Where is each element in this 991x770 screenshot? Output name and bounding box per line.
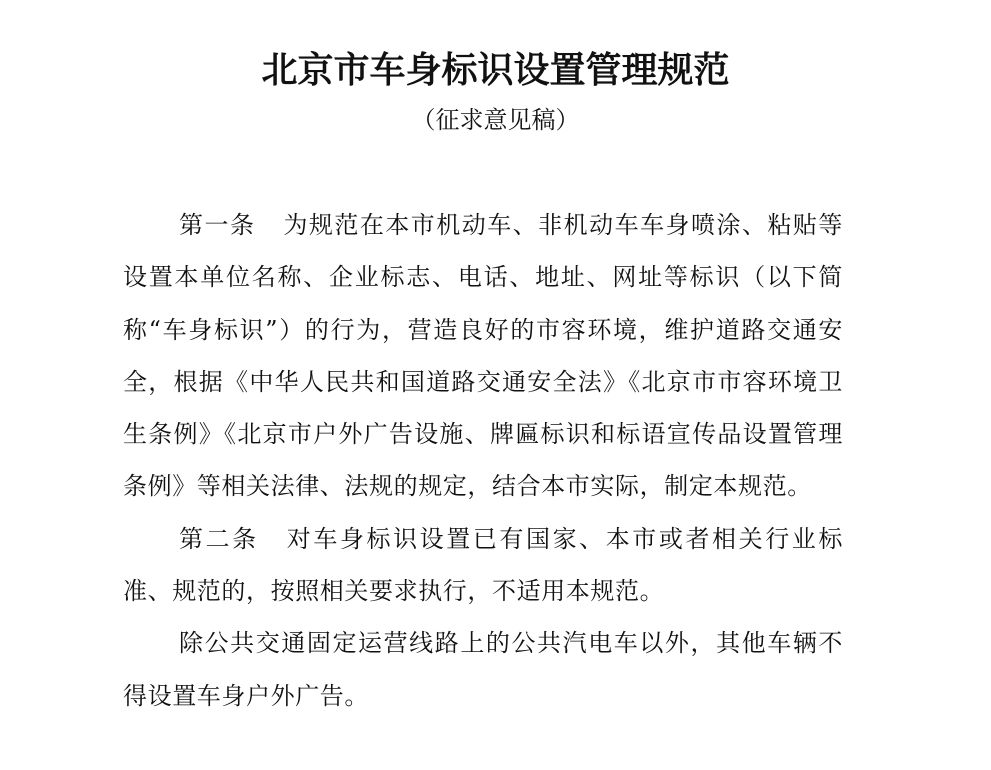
paragraph-text: 除公共交通固定运营线路上的公共汽电车以外，其他车辆不得设置车身户外广告。 [123, 629, 843, 710]
paragraph-text: 为规范在本市机动车、非机动车车身喷涂、粘贴等设置本单位名称、企业标志、电话、地址、网址等标识（以下简称“车身标识”）的行为，营造良好的市容环境，维护道路交通安全，根据《中华人民共和国道路交通安全法》《北京市市容环境卫生条例》《北京市户外广告设施、牌匾标识和标语宣传品设置管理条例》等相关法律、法规的规定，结合本市实际，制定本规范。 [123, 211, 843, 501]
document-subtitle: （征求意见稿） [411, 106, 580, 134]
document-body [123, 199, 843, 722]
paragraph-article-2 [123, 513, 843, 618]
document-title: 北京市车身标识设置管理规范 [261, 49, 730, 91]
paragraph-continuation [123, 617, 843, 722]
paragraph-text: 对车身标识设置已有国家、本市或者相关行业标准、规范的，按照相关要求执行，不适用本规范。 [123, 524, 843, 606]
article-number: 第一条 [179, 211, 256, 239]
paragraph-article-1 [123, 199, 843, 513]
article-number: 第二条 [179, 524, 259, 553]
